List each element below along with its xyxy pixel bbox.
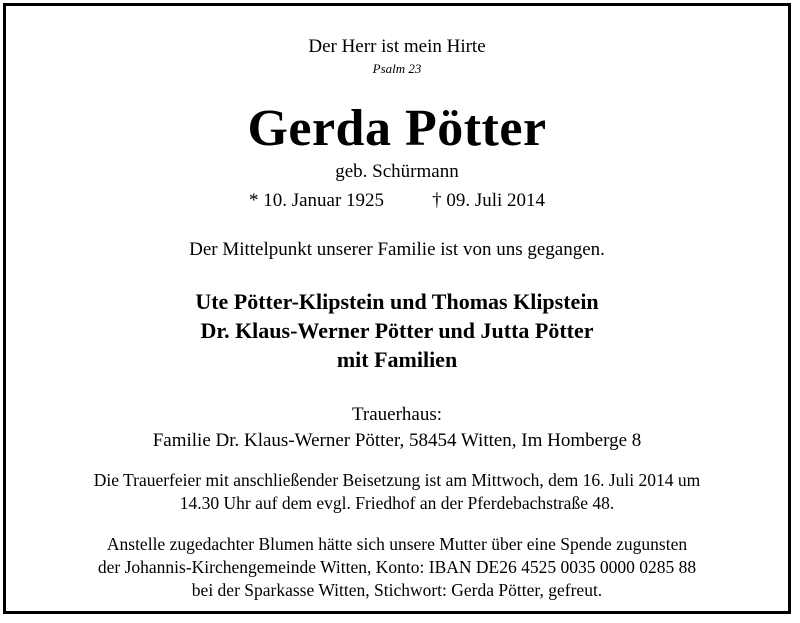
mourner-line: Dr. Klaus-Werner Pötter und Jutta Pötter [200, 318, 594, 343]
text-line: bei der Sparkasse Witten, Stichwort: Gerda Pötter, gefreut. [191, 580, 603, 600]
text-line: Die Trauerfeier mit anschließender Beisetzung ist am Mittwoch, dem 16. Juli 2014 um [93, 470, 701, 490]
donation-request [26, 533, 768, 602]
text-line: Anstelle zugedachter Blumen hätte sich unsere Mutter über eine Spende zugunsten [106, 534, 688, 554]
mourning-house-address: Familie Dr. Klaus-Werner Pötter, 58454 Witten, Im Homberge 8 [152, 430, 642, 451]
birth-date: * 10. Januar 1925 [248, 190, 385, 211]
life-dates [6, 190, 788, 212]
psalm-reference: Psalm 23 [372, 61, 422, 76]
funeral-service-info [26, 469, 768, 515]
death-date: † 09. Juli 2014 [432, 190, 546, 211]
text-line: der Johannis-Kirchengemeinde Witten, Konto: IBAN DE26 4525 0035 0000 0285 88 [97, 557, 697, 577]
obituary-notice [3, 3, 791, 614]
mourning-house-label: Trauerhaus: [351, 404, 443, 425]
mourner-line: mit Familien [336, 347, 458, 372]
family-statement: Der Mittelpunkt unserer Familie ist von uns gegangen. [189, 239, 605, 260]
deceased-name: Gerda Pötter [247, 100, 547, 157]
motto: Der Herr ist mein Hirte [308, 36, 486, 57]
birth-name: geb. Schürmann [335, 161, 459, 182]
mourner-line: Ute Pötter-Klipstein und Thomas Klipstein [195, 289, 599, 314]
text-line: 14.30 Uhr auf dem evgl. Friedhof an der Pferdebachstraße 48. [179, 493, 615, 513]
